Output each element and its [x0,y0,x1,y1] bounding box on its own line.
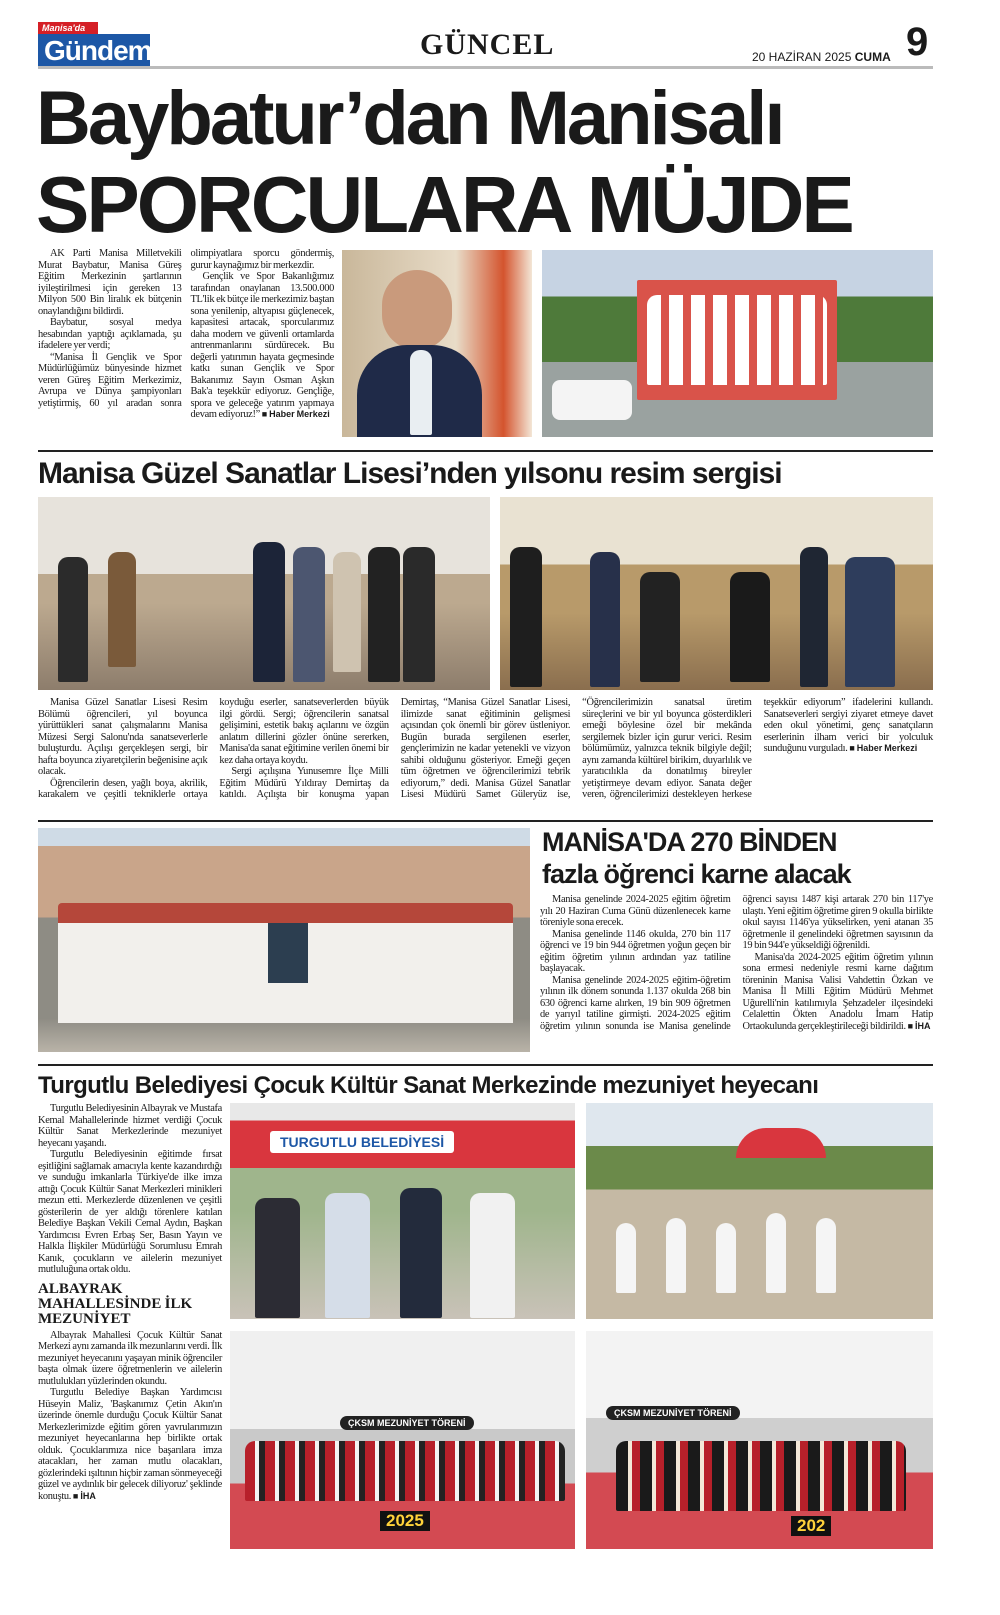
photo-officials-tent [230,1103,575,1319]
photo-graduation-group [230,1331,575,1549]
article4-body [38,1103,222,1502]
section-title: GÜNCEL [420,28,555,61]
photo-baybatur [342,250,532,437]
paragraph: Manisa genelinde 2024-2025 eğitim-öğretim yılının ilk dönem sonunda 1.137 okulda 268 bin 630 öğrenci karne alırken, 19 bin 909 öğretmen de yarıyıl tatiline girmişti. 2024-2025 eğitim öğretim yılının sonunda ise Manisa genelinde öğrenci sayısı 1487 kişi artarak 270 bin 117'ye ulaştı. Yeni eğitim öğretime giren 9 okulla birlikte okul sayısı 1146'ya yükselirken, yeni atanan 35 öğretmenle il genelindeki öğretmen sayısının da 19 bin 944'e yükseldiği öğrenildi. [540,894,933,1032]
banner-text: TURGUTLU BELEDİYESİ [270,1131,454,1153]
photo-school-building [38,828,530,1052]
paragraph: AK Parti Manisa Milletvekili Murat Baybatur, Manisa Güreş Eğitim Merkezinin şartlarının iyileştirilmesi için gereken 13 Milyon 500 Bin liralık ek bütçenin onaylandığını bildirdi. [38,248,182,317]
byline: ■ İHA [73,1491,96,1501]
photo-children-ceremony [586,1103,933,1319]
ceremony-banner-text: ÇKSM MEZUNİYET TÖRENİ [340,1416,474,1430]
paragraph: Öğrencilerin desen, yağlı boya, akrilik, karakalem ve çeşitli tekniklerle ortaya koyduğu eserler, sanatseverlerden büyük ilgi gördü. Sergi; öğrencilerin sanatsal gelişimini, estetik bakış açılarını ve özgün anlatım dillerini gözler önüne sererken, Manisa'da sanat eğitimine verilen önemi bir kez daha ortaya koydu. [38,697,389,800]
photo-graduation-children [586,1331,933,1549]
article3-headline-2: fazla öğrenci karne alacak [542,859,851,889]
paragraph: Albayrak Mahallesi Çocuk Kültür Sanat Merkezi aynı zamanda ilk mezunlarını verdi. İlk mezuniyet heyecanını yaşayan minik öğrenciler başta olmak üzere öğretmenlerin ve ailelerin mutlulukları yüzlerinden okundu. [38,1329,222,1387]
article2-body [38,697,933,801]
paragraph: Baybatur, sosyal medya hesabından yaptığı açıklamada, şu ifadelere yer verdi; [38,317,182,351]
paragraph: Gençlik ve Spor Bakanlığımız tarafından onaylanan 13.500.000 TL'lik ek bütçe ile merkezimiz baştan sona yenilenip, altyapısı güçlenecek, kapasitesi artacak, sporcularımız daha modern ve güvenli ortamlarda antrenmanlarını sürdürecek. Bu değerli yatırımın hayata geçmesinde katkı sunan Gençlik ve Spor Bakanımız Sayın Osman Aşkın Bak'a teşekkür ediyoruz. Gençliğe, spora ve geleceğe yatırım yapmaya devam ediyoruz!” [190,271,334,420]
divider [38,820,933,822]
day-text: CUMA [854,50,891,64]
paragraph: Turgutlu Belediyesinin Albayrak ve Mustafa Kemal Mahallelerinde hizmet verdiği Çocuk Kültür Sanat Merkezlerinde mezuniyet heyecanı yaşandı. [38,1103,222,1149]
article2-headline: Manisa Güzel Sanatlar Lisesi’nden yılsonu resim sergisi [38,457,782,490]
article4-headline: Turgutlu Belediyesi Çocuk Kültür Sanat Merkezinde mezuniyet heyecanı [38,1072,819,1099]
logo-main: Gündem [38,34,150,68]
article4-subheading: ALBAYRAK MAHALLESİNDE İLK MEZUNİYET [38,1280,193,1327]
byline: ■ İHA [908,1021,931,1031]
page-number: 9 [906,20,929,64]
header-divider [38,66,933,69]
paragraph: Manisa genelinde 1146 okulda, 270 bin 117 öğrenci ve 19 bin 944 öğretmen yoğun geçen bir eğitim öğretim yılının ardından yaz tatiline başlayacak. [540,928,731,974]
year-sign: 202 [791,1516,831,1536]
byline: ■ Haber Merkezi [849,743,917,753]
newspaper-logo[interactable] [38,22,150,64]
paragraph: Turgutlu Belediyesinin eğitimde fırsat eşitliğini sağlamak amacıyla kente kazandırdığı ve sunduğu imkanlarla Türkiye'de ilke imza attığı Çocuk Kültür Sanat Merkezleri minikleri mezun etti. Merkezlerde düzenlenen ve çeşitli gösterilerin de yer aldığı törenlere katılan Belediye Başkan Vekili Cemal Aydın, Başkan Yardımcısı Evren Erbaş Ser, Basın Yayın ve Halkla İlişkiler Müdürlüğü Sorumlusu Emrah Kanık, çocukların ve ailelerin mezuniyet mutluluğuna ortak oldu. [38,1149,222,1275]
paragraph: Turgutlu Belediye Başkan Yardımcısı Hüseyin Maliz, 'Başkanımız Çetin Akın'ın üzerinde önemle durduğu Çocuk Kültür Sanat Merkezlerimizde eğitim gören yavrularımızın mezuniyet heyecanlarına hep birlikte ortak olduk. Çocuklarımıza nice başarılara imza atacakları, her zaman mutlu olacakları, gözlerindeki ışıltının hiçbir zaman sönmeyeceği güzel ve aydınlık bir gelecek diliyoruz' şeklinde konuştu. [38,1387,222,1502]
article1-body [38,248,334,421]
year-sign: 2025 [380,1511,430,1531]
paragraph: Manisa genelinde 2024-2025 eğitim öğretim yılı 20 Haziran Cuma Günü düzenlenecek karne töreniyle sona erecek. [540,894,731,928]
divider [38,450,933,452]
divider [38,1064,933,1066]
article1-headline-2: SPORCULARA MÜJDE [36,160,852,249]
byline: ■ Haber Merkezi [262,409,330,419]
photo-exhibition-visitors [500,497,933,690]
ceremony-banner-text: ÇKSM MEZUNİYET TÖRENİ [606,1406,740,1420]
paragraph: Sergi açılışına Yunusemre İlçe Milli Eğitim Müdürü Yıldıray Demirtaş da katıldı. Açılışta bir konuşma yapan Demirtaş, “Manisa Güzel Sanatlar Lisesi, ilimizde sanat eğitiminin gelişmesi açısından çok önemli bir görev üstleniyor. Bugün burada sergilenen eserler, gençlerimizin ne kadar yetenekli ve vizyon sahibi olduğunu gösteriyor. Emeği geçen tüm öğretmen ve öğrencilerimizi tebrik ediyorum,” dedi. Manisa Güzel Sanatlar Lisesi Müdürü Samet Güleryüz ise, “Öğrencilerimizin sanatsal üretim süreçlerini ve bir yıl boyunca gösterdikleri emeği böylesine özel bir mekânda sergilemek bizler için gurur verici. Resim bölümümüz, yalnızca teknik bilgiyle değil; aynı zamanda kültürel birikim, duyarlılık ve yaratıcılıkla da donatılmış bireyler yetiştirmeye devam ediyor. Sanata değer veren, öğrencilerimizi destekleyen herkese teşekkür ediyorum” ifadelerini kullandı. Sanatseverleri sergiyi ziyaret etmeye davet eden okul yönetimi, genç sanatçıların eserlerinin ilham verici bir yolculuk sunduğunu vurguladı. [219,697,933,800]
logo-top: Manisa'da [38,22,98,34]
paragraph: Manisa'da 2024-2025 eğitim öğretim yılının sona ermesi nedeniyle resmi karne dağıtım töreninin Manisa Valisi Vahdettin Özkan ve Manisa İl Milli Eğitim Müdürü Mehmet Uğurelli'nin katılımıyla Şehzadeler ilçesindeki Celalettin Ökten Anadolu İmam Hatip Ortaokulunda gerçekleştirileceği bildirildi. [742,951,933,1032]
issue-date [752,50,891,64]
article3-body [540,894,933,1032]
photo-wrestling-center [542,250,933,437]
paragraph: “Manisa İl Gençlik ve Spor Müdürlüğümüz bünyesinde hizmet veren Güreş Eğitim Merkezimiz, Avrupa ve Dünya şampiyonları yetiştirmiş, 60 yıl aradan sonra olimpiyatlara sporcu göndermiş, gurur kaynağımız bir merkezdir. [38,248,334,409]
article1-headline-1: Baybatur’dan Manisalı [36,76,783,161]
date-text: 20 HAZİRAN 2025 [752,50,852,64]
paragraph: Manisa Güzel Sanatlar Lisesi Resim Bölümü öğrencileri, yıl boyunca yürüttükleri sanat çalışmalarını Manisa Müzesi Sergi Salonu'nda sanatseverlerle buluşturdu. Açılışı gerçekleşen sergi, bir hafta boyunca ziyaretçilerin beğenisine açık olacak. [38,697,208,777]
photo-exhibition-group [38,497,490,690]
article3-headline-1: MANİSA'DA 270 BİNDEN [542,827,837,857]
